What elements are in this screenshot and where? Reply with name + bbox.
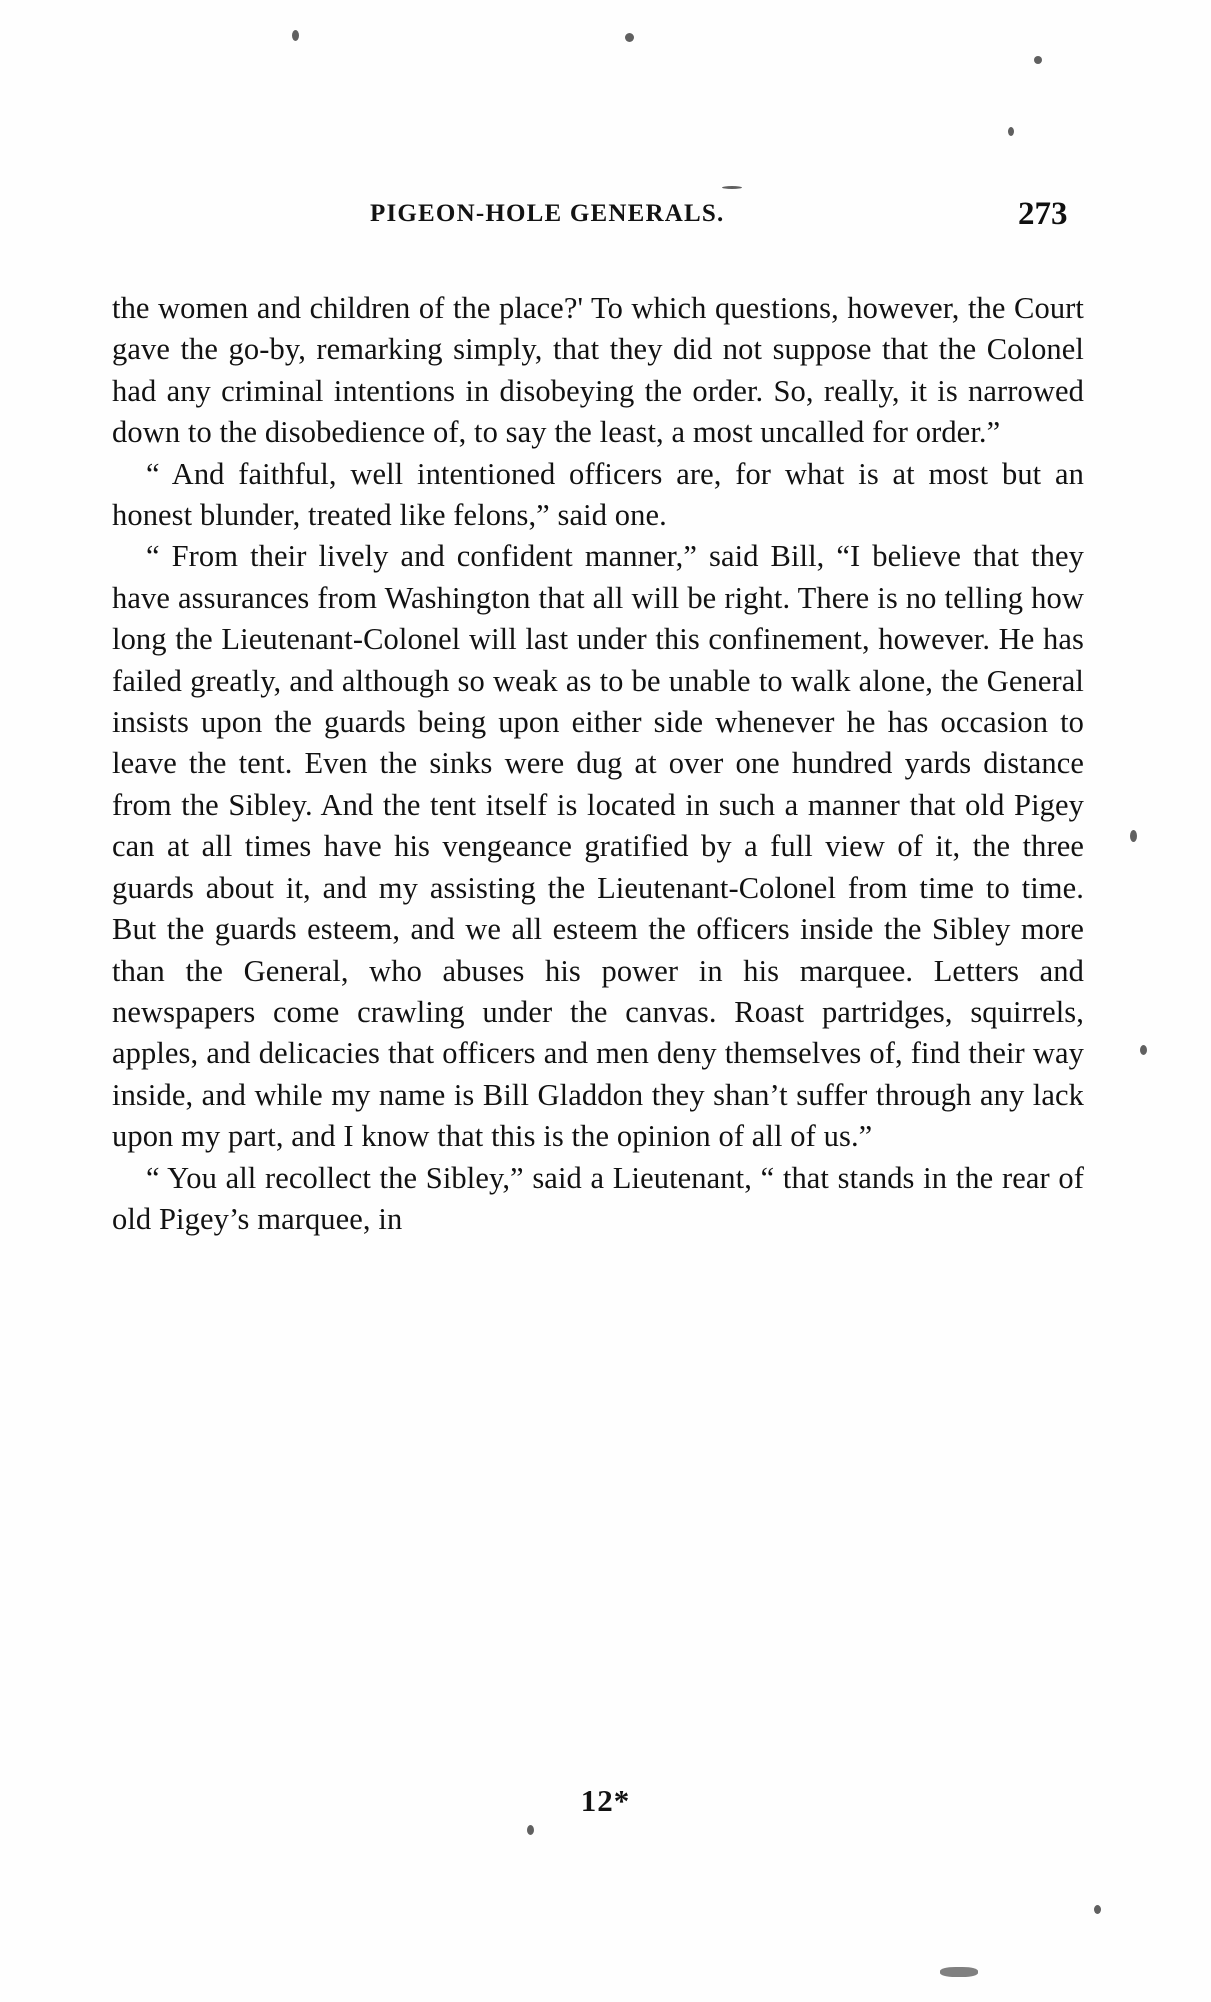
scan-speck [1008, 127, 1014, 136]
scan-speck [1130, 830, 1137, 842]
scan-speck [625, 33, 634, 42]
scan-speck [722, 186, 742, 189]
paragraph: the women and children of the place?' To which questions, however, the Court gave the go-by, remarking simply, that they did not suppose that the Colonel had any criminal intentions in disobeying the order. So, really, it is narrowed down to the disobedience of, to say the least, a most uncalled for order.” [112, 291, 1084, 450]
signature-mark: 12* [580, 1783, 631, 1818]
scan-speck [527, 1825, 534, 1835]
scan-speck [1094, 1905, 1101, 1914]
scan-speck [1034, 56, 1042, 64]
paragraph: “ From their lively and confident manner,” said Bill, “I believe that they have assurances from Washington that all will be right. There is no telling how long the Lieutenant-Colonel will last under this confinement, however. He has failed greatly, and although so weak as to be unable to walk alone, the General insists upon the guards being upon either side whenever he has occasion to leave the tent. Even the sinks were dug at over one hundred yards distance from the Sibley. And the tent itself is located in such a manner that old Pigey can at all times have his vengeance gratified by a full view of it, the three guards about it, and my assisting the Lieutenant-Colonel from time to time. But the guards esteem, and we all esteem the officers inside the Sibley more than the General, who abuses his power in his marquee. Letters and newspapers come crawling under the canvas. Roast partridges, squirrels, apples, and delicacies that officers and men deny themselves of, find their way inside, and while my name is Bill Gladdon they shan’t suffer through any lack upon my part, and I know that this is the opinion of all of us.” [112, 539, 1084, 1154]
running-head [0, 196, 1211, 234]
paragraph: “ You all recollect the Sibley,” said a Lieutenant, “ that stands in the rear of old Pigey’s marquee, in [112, 1160, 1084, 1236]
scan-speck [940, 1967, 978, 1977]
page-number: 273 [1018, 196, 1068, 232]
running-head-title: PIGEON-HOLE GENERALS. [370, 200, 725, 227]
paragraph: “ And faithful, well intentioned officers are, for what is at most but an honest blunder, treated like felons,” said one. [112, 456, 1084, 533]
scan-speck [1140, 1045, 1147, 1055]
scan-speck [292, 30, 299, 41]
body-text [112, 288, 1084, 1240]
